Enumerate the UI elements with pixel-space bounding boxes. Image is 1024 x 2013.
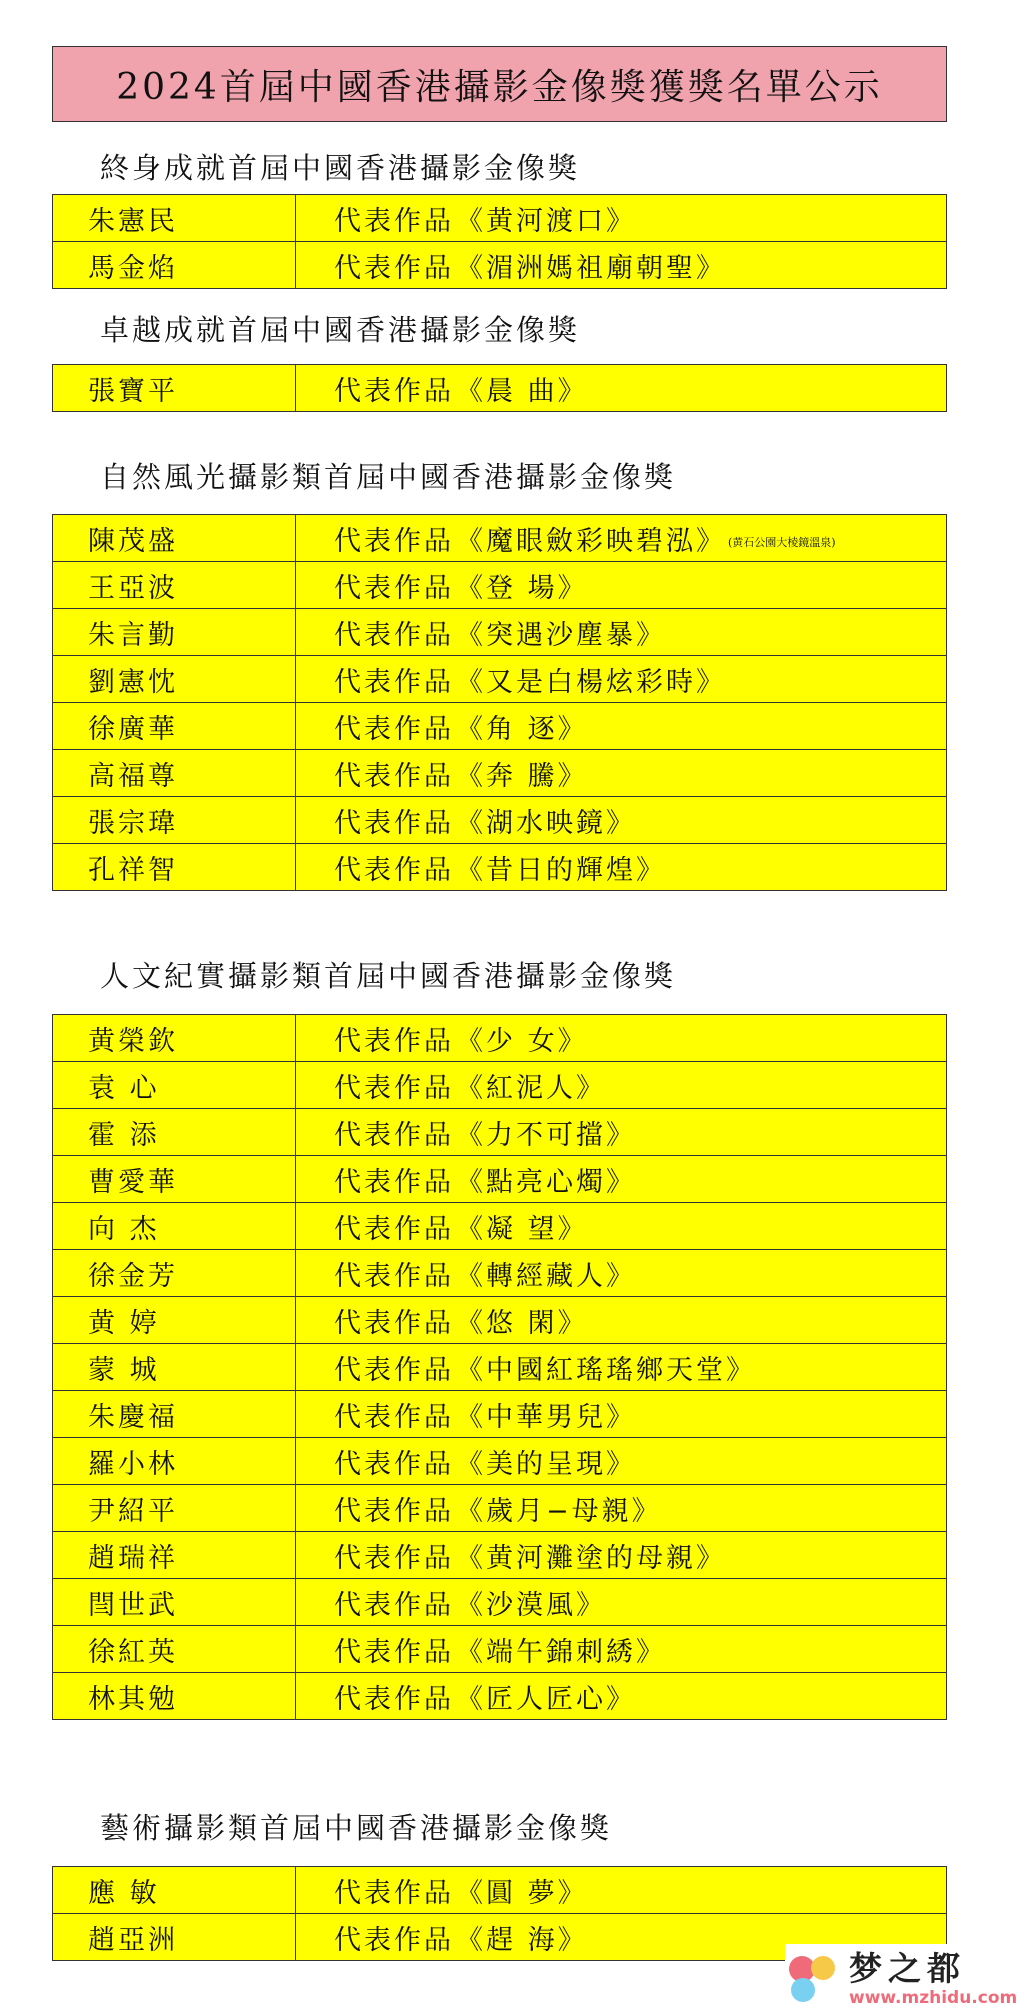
winner-work <box>296 515 947 562</box>
winner-name: 孔祥智 <box>53 844 296 891</box>
work-prefix: 代表作品 <box>334 1683 454 1715</box>
work-title: 《匠人匠心》 <box>456 1683 636 1715</box>
work-prefix: 代表作品 <box>334 1025 454 1057</box>
work-title: 《力不可擋》 <box>456 1119 636 1151</box>
winner-name: 向 杰 <box>53 1203 296 1250</box>
winners-table-documentary <box>52 1014 947 1720</box>
winner-work <box>296 1485 947 1532</box>
work-title: 《突遇沙塵暴》 <box>456 619 666 651</box>
table-row <box>53 1344 947 1391</box>
work-title: 《悠 閑》 <box>456 1307 588 1339</box>
table-row <box>53 1203 947 1250</box>
section-heading-documentary: 人文紀實攝影類首屆中國香港攝影金像獎 <box>100 959 677 993</box>
winner-work <box>296 1109 947 1156</box>
work-title: 《角 逐》 <box>456 713 588 745</box>
work-title: 《美的呈現》 <box>456 1448 636 1480</box>
work-title: 《黄河渡口》 <box>456 205 636 237</box>
winner-work <box>296 1203 947 1250</box>
work-title: 《晨 曲》 <box>456 375 588 407</box>
winner-work <box>296 844 947 891</box>
winner-name: 袁 心 <box>53 1062 296 1109</box>
work-title: 《端午錦刺綉》 <box>456 1636 666 1668</box>
work-prefix: 代表作品 <box>334 1260 454 1292</box>
table-row <box>53 1062 947 1109</box>
winner-name: 徐紅英 <box>53 1626 296 1673</box>
winner-name: 霍 添 <box>53 1109 296 1156</box>
work-prefix: 代表作品 <box>334 1589 454 1621</box>
winner-work <box>296 1391 947 1438</box>
table-row <box>53 1391 947 1438</box>
winner-name: 黄 婷 <box>53 1297 296 1344</box>
work-title: 《凝 望》 <box>456 1213 588 1245</box>
winner-work <box>296 1297 947 1344</box>
section-heading-landscape: 自然風光攝影類首屆中國香港攝影金像獎 <box>100 460 677 494</box>
winner-work <box>296 1867 947 1914</box>
site-watermark <box>785 1944 1024 2013</box>
work-prefix: 代表作品 <box>334 1072 454 1104</box>
page-title <box>52 46 947 122</box>
work-title: 《紅泥人》 <box>456 1072 606 1104</box>
work-prefix: 代表作品 <box>334 760 454 792</box>
winner-work <box>296 242 947 289</box>
work-prefix: 代表作品 <box>334 1213 454 1245</box>
watermark-url: www.mzhidu.com <box>849 1987 1018 2008</box>
table-row <box>53 844 947 891</box>
work-title: 《點亮心燭》 <box>456 1166 636 1198</box>
winner-work <box>296 1438 947 1485</box>
winner-name: 閆世武 <box>53 1579 296 1626</box>
winners-table-landscape <box>52 514 947 891</box>
winner-name: 林其勉 <box>53 1673 296 1720</box>
section-heading-art: 藝術攝影類首屆中國香港攝影金像獎 <box>100 1811 613 1845</box>
work-title: 《奔 騰》 <box>456 760 588 792</box>
table-row <box>53 656 947 703</box>
winner-work <box>296 1250 947 1297</box>
table-row <box>53 1015 947 1062</box>
table-row <box>53 1673 947 1720</box>
winner-name: 王亞波 <box>53 562 296 609</box>
table-row <box>53 1109 947 1156</box>
work-title: 《登 場》 <box>456 572 588 604</box>
winner-work <box>296 797 947 844</box>
work-title: 《又是白楊炫彩時》 <box>456 666 726 698</box>
table-row <box>53 609 947 656</box>
work-prefix: 代表作品 <box>334 666 454 698</box>
winner-name: 張寶平 <box>53 365 296 412</box>
table-row <box>53 1867 947 1914</box>
winner-name: 馬金焰 <box>53 242 296 289</box>
winner-name: 趙瑞祥 <box>53 1532 296 1579</box>
work-prefix: 代表作品 <box>334 619 454 651</box>
winner-name: 應 敏 <box>53 1867 296 1914</box>
winner-name: 徐廣華 <box>53 703 296 750</box>
table-row <box>53 750 947 797</box>
table-row <box>53 365 947 412</box>
work-title: 《沙漠風》 <box>456 1589 606 1621</box>
table-row <box>53 1438 947 1485</box>
winner-work <box>296 1579 947 1626</box>
logo-bubble-blue <box>791 1978 815 2002</box>
table-row <box>53 1156 947 1203</box>
winner-work <box>296 750 947 797</box>
work-prefix: 代表作品 <box>334 1354 454 1386</box>
work-prefix: 代表作品 <box>334 1542 454 1574</box>
winner-name: 朱慶福 <box>53 1391 296 1438</box>
work-title: 《轉經藏人》 <box>456 1260 636 1292</box>
winner-work <box>296 365 947 412</box>
winners-table-lifetime <box>52 194 947 289</box>
winner-work <box>296 609 947 656</box>
watermark-brand: 梦之都 <box>849 1948 966 1988</box>
winner-work <box>296 562 947 609</box>
work-title: 《中華男兒》 <box>456 1401 636 1433</box>
work-note: (黄石公園大棱鏡溫泉) <box>728 536 836 549</box>
page-title-text: 2024首屆中國香港攝影金像獎獲獎名單公示 <box>116 66 883 108</box>
winner-work <box>296 703 947 750</box>
work-prefix: 代表作品 <box>334 807 454 839</box>
winner-work <box>296 1344 947 1391</box>
work-title: 《湖水映鏡》 <box>456 807 636 839</box>
winner-name: 徐金芳 <box>53 1250 296 1297</box>
work-title: 《圓 夢》 <box>456 1877 588 1909</box>
winner-work <box>296 1532 947 1579</box>
winner-name: 蒙 城 <box>53 1344 296 1391</box>
work-prefix: 代表作品 <box>334 713 454 745</box>
winner-name: 劉憲忱 <box>53 656 296 703</box>
work-prefix: 代表作品 <box>334 1307 454 1339</box>
work-prefix: 代表作品 <box>334 252 454 284</box>
winner-name: 羅小林 <box>53 1438 296 1485</box>
winner-name: 黄榮欽 <box>53 1015 296 1062</box>
work-prefix: 代表作品 <box>334 1119 454 1151</box>
work-prefix: 代表作品 <box>334 525 454 557</box>
watermark-logo-icon <box>789 1954 841 2004</box>
work-prefix: 代表作品 <box>334 1401 454 1433</box>
winner-work <box>296 1015 947 1062</box>
winner-work <box>296 1626 947 1673</box>
winners-table-excellence <box>52 364 947 412</box>
table-row <box>53 242 947 289</box>
work-title: 《中國紅瑤瑤鄉天堂》 <box>456 1354 756 1386</box>
table-row <box>53 703 947 750</box>
work-title: 《昔日的輝煌》 <box>456 854 666 886</box>
table-row <box>53 1485 947 1532</box>
work-title: 《趕 海》 <box>456 1924 588 1956</box>
work-title: 《湄洲媽祖廟朝聖》 <box>456 252 726 284</box>
work-prefix: 代表作品 <box>334 205 454 237</box>
work-prefix: 代表作品 <box>334 1636 454 1668</box>
work-prefix: 代表作品 <box>334 1924 454 1956</box>
table-row <box>53 1626 947 1673</box>
watermark-text <box>849 1950 1017 2008</box>
work-prefix: 代表作品 <box>334 1448 454 1480</box>
work-prefix: 代表作品 <box>334 572 454 604</box>
work-prefix: 代表作品 <box>334 1166 454 1198</box>
table-row <box>53 1250 947 1297</box>
table-row <box>53 1297 947 1344</box>
table-row <box>53 515 947 562</box>
winner-work <box>296 1673 947 1720</box>
table-row <box>53 1532 947 1579</box>
winner-work <box>296 195 947 242</box>
section-heading-lifetime: 終身成就首屆中國香港攝影金像獎 <box>100 151 581 185</box>
work-title: 《歲月−母親》 <box>456 1495 662 1527</box>
work-title: 《黄河灘塗的母親》 <box>456 1542 726 1574</box>
table-row <box>53 562 947 609</box>
table-row <box>53 1579 947 1626</box>
winner-name: 高福尊 <box>53 750 296 797</box>
winner-name: 朱憲民 <box>53 195 296 242</box>
table-row <box>53 195 947 242</box>
winner-work <box>296 1156 947 1203</box>
work-title: 《魔眼斂彩映碧泓》 <box>456 525 726 557</box>
winner-name: 陳茂盛 <box>53 515 296 562</box>
table-row <box>53 797 947 844</box>
work-prefix: 代表作品 <box>334 1495 454 1527</box>
work-prefix: 代表作品 <box>334 375 454 407</box>
winner-work <box>296 656 947 703</box>
section-heading-excellence: 卓越成就首屆中國香港攝影金像獎 <box>100 313 581 347</box>
work-prefix: 代表作品 <box>334 854 454 886</box>
winner-work <box>296 1062 947 1109</box>
winner-name: 曹愛華 <box>53 1156 296 1203</box>
winner-name: 朱言勤 <box>53 609 296 656</box>
winner-name: 張宗瑋 <box>53 797 296 844</box>
work-prefix: 代表作品 <box>334 1877 454 1909</box>
winner-name: 趙亞洲 <box>53 1914 296 1961</box>
work-title: 《少 女》 <box>456 1025 588 1057</box>
winner-name: 尹紹平 <box>53 1485 296 1532</box>
logo-bubble-yellow <box>811 1956 835 1980</box>
